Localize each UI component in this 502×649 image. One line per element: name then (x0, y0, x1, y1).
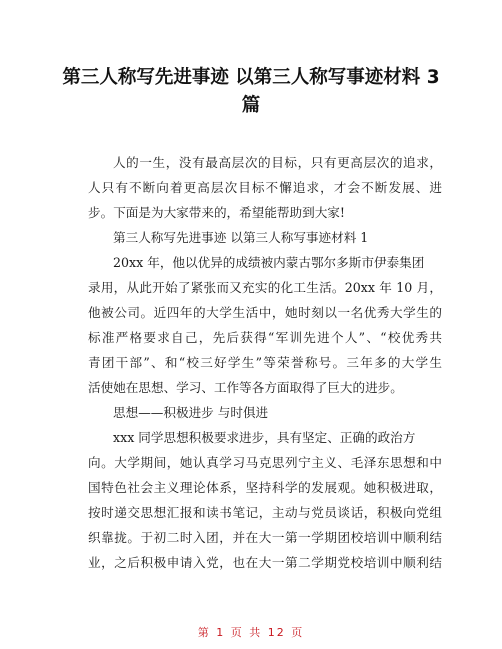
paragraph-line: xxx 同学思想积极要求进步，具有坚定、正确的政治方 (113, 430, 416, 445)
document-body (88, 150, 442, 575)
title-line-1: 第三人称写先进事迹 以第三人称写事迹材料 3 (62, 67, 440, 88)
paragraph-line: 步。下面是为大家带来的，希望能帮助到大家! (88, 205, 345, 220)
paragraph-line: 人的一生，没有最高层次的目标，只有更高层次的追求， (113, 155, 442, 170)
paragraph-line: 织靠拢。于初二时入团，并在大一第一学期团校培训中顺利结 (88, 530, 442, 545)
page-footer: 第 1 页 共 12 页 (197, 626, 305, 639)
paragraph-line: 标准严格要求自己，先后获得“军训先进个人”、“校优秀共 (88, 330, 442, 345)
paragraph-line: 国特色社会主义理论体系，坚持科学的发展观。她积极进取， (88, 480, 442, 495)
section-heading: 思想——积极进步 与时俱进 (113, 405, 269, 420)
paragraph-line: 青团干部”、和“校三好学生”等荣誉称号。三年多的大学生 (88, 355, 442, 370)
document-title (60, 64, 442, 120)
title-line-2: 篇 (241, 95, 261, 116)
paragraph-line: 活使她在思想、学习、工作等各方面取得了巨大的进步。 (88, 380, 403, 395)
paragraph-line: 20xx 年，他以优异的成绩被内蒙古鄂尔多斯市伊泰集团 (113, 255, 425, 270)
paragraph-line: 业，之后积极申请入党，也在大一第二学期党校培训中顺利结 (88, 555, 442, 570)
paragraph-line: 按时递交思想汇报和读书笔记，主动与党员谈话，积极向党组 (88, 505, 442, 520)
paragraph-line: 人只有不断向着更高层次目标不懈追求，才会不断发展、进 (88, 180, 442, 195)
paragraph-line: 录用，从此开始了紧张而又充实的化工生活。20xx 年 10 月， (88, 280, 442, 295)
paragraph-line: 向。大学期间，她认真学习马克思列宁主义、毛泽东思想和中 (88, 455, 442, 470)
paragraph-line: 第三人称写先进事迹 以第三人称写事迹材料 1 (113, 230, 369, 245)
paragraph-line: 他被公司。近四年的大学生活中，她时刻以一名优秀大学生的 (88, 305, 442, 320)
